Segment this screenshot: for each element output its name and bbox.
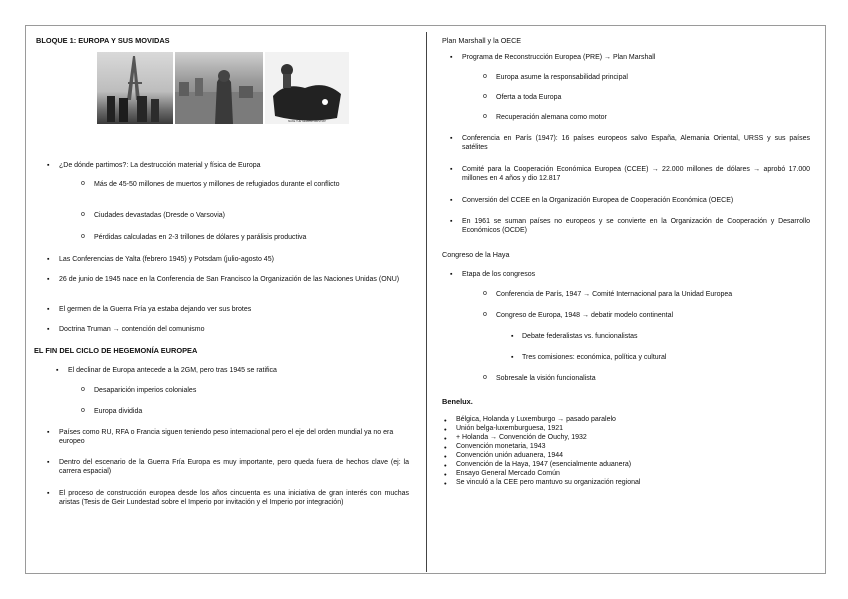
list-item: ▪ Países como RU, RFA o Francia siguen teniendo peso internacional pero el eje del orden mundial ya no era europeo bbox=[47, 429, 409, 447]
list-item: ▪ Etapa de los congresos bbox=[450, 271, 810, 280]
column-divider bbox=[426, 32, 427, 572]
list-item: ▪ Debate federalistas vs. funcionalistas bbox=[498, 333, 808, 342]
list-item: ▪ Comité para la Cooperación Económica Europea (CCEE) → 22.000 millones de dólares → aprobó 17.000 millones en 4 años y dio 12.817 bbox=[450, 166, 810, 184]
list-item: o Ciudades devastadas (Dresde o Varsovia) bbox=[70, 212, 410, 221]
list-item: o Oferta a toda Europa bbox=[472, 94, 812, 103]
list-item: o Pérdidas calculadas en 2-3 trillones de dólares y parálisis productiva bbox=[70, 234, 410, 243]
list-item: ▪ ¿De dónde partimos?: La destrucción material y física de Europa bbox=[47, 162, 407, 171]
left-title: BLOQUE 1: EUROPA Y SUS MOVIDAS bbox=[36, 36, 170, 45]
photo-ruined-city bbox=[175, 52, 263, 124]
list-item: ▪ En 1961 se suman países no europeos y se convierte en la Organización de Cooperación y Desarrollo Económicos (OCDE) bbox=[450, 218, 810, 236]
list-item: ▪ Las Conferencias de Yalta (febrero 1945) y Potsdam (julio-agosto 45) bbox=[47, 256, 407, 265]
list-item: • + Holanda → Convención de Ouchy, 1932 bbox=[442, 434, 812, 443]
right-title-1: Plan Marshall y la OECE bbox=[442, 36, 522, 45]
list-item: o Europa dividida bbox=[70, 408, 410, 417]
right-title-2: Congreso de la Haya bbox=[442, 250, 510, 259]
list-item: • Unión belga-luxemburguesa, 1921 bbox=[442, 425, 812, 434]
list-item: • Convención unión aduanera, 1944 bbox=[442, 452, 812, 461]
list-item: o Recuperación alemana como motor bbox=[472, 114, 812, 123]
list-item: ▪ Doctrina Truman → contención del comunismo bbox=[47, 326, 407, 335]
list-item: ▪ Programa de Reconstrucción Europea (PRE) → Plan Marshall bbox=[450, 54, 810, 63]
poster-caption: MAKE THE GERMAN AIRSTRIP bbox=[288, 119, 326, 123]
list-item: • Convención de la Haya, 1947 (esencialmente aduanera) bbox=[442, 461, 812, 470]
list-item: o Congreso de Europa, 1948 → debatir modelo continental bbox=[472, 312, 812, 321]
list-item: o Sobresale la visión funcionalista bbox=[472, 375, 812, 384]
list-item: ▪ El declinar de Europa antecede a la 2GM, pero tras 1945 se ratifica bbox=[56, 367, 406, 376]
list-item: ▪ Conferencia en París (1947): 16 países europeos salvo España, Alemania Oriental, URSS y sus países satélites bbox=[450, 135, 810, 153]
list-item: o Europa asume la responsabilidad principal bbox=[472, 74, 812, 83]
photo-poster-cartoon bbox=[265, 52, 349, 124]
list-item: ▪ El proceso de construcción europea desde los años cincuenta es una iniciativa de gran interés con muchas aristas (Tesis de Geir Lundestad sobre el Imperio por invitación y el Imperio por integración) bbox=[47, 490, 409, 508]
list-item: • Se vinculó a la CEE pero mantuvo su organización regional bbox=[442, 479, 812, 488]
list-item: o Desaparición imperios coloniales bbox=[70, 387, 410, 396]
list-item: ▪ El germen de la Guerra Fría ya estaba dejando ver sus brotes bbox=[47, 306, 407, 315]
list-item: • Ensayo General Mercado Común bbox=[442, 470, 812, 479]
list-item: • Convención monetaria, 1943 bbox=[442, 443, 812, 452]
list-item: ▪ Tres comisiones: económica, política y cultural bbox=[498, 354, 808, 363]
list-item: • Bélgica, Holanda y Luxemburgo → pasado paralelo bbox=[442, 416, 812, 425]
photo-eiffel-tower bbox=[97, 52, 173, 124]
section2-title: EL FIN DEL CICLO DE HEGEMONÍA EUROPEA bbox=[34, 346, 198, 355]
list-item: ▪ Conversión del CCEE en la Organización Europea de Cooperación Económica (OECE) bbox=[450, 197, 810, 206]
list-item: ▪ 26 de junio de 1945 nace en la Conferencia de San Francisco la Organización de las Naciones Unidas (ONU) bbox=[47, 276, 409, 285]
list-item: ▪ Dentro del escenario de la Guerra Fría Europa es muy importante, pero queda fuera de hechos clave (ej: la carrera espacial) bbox=[47, 459, 409, 477]
right-title-3: Benelux. bbox=[442, 397, 473, 406]
list-item: o Conferencia de París, 1947 → Comité Internacional para la Unidad Europea bbox=[472, 291, 812, 300]
list-item: o Más de 45-50 millones de muertos y millones de refugiados durante el conflicto bbox=[70, 181, 410, 190]
